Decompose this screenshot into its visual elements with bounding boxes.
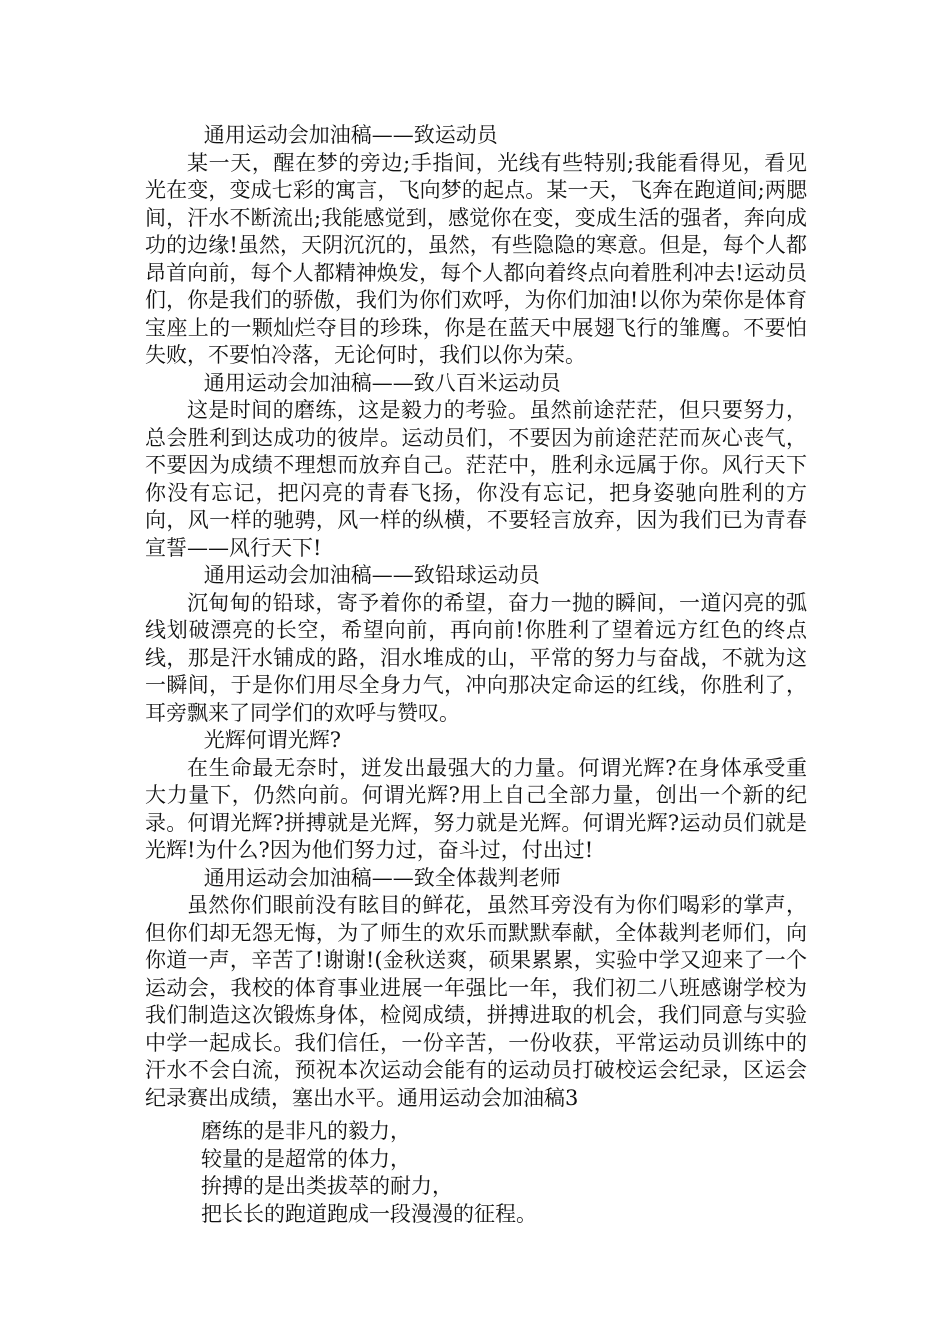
poem-line: 拚搏的是出类拔萃的耐力， <box>201 1174 453 1198</box>
section-title-800m: 通用运动会加油稿——致八百米运动员 <box>203 370 561 395</box>
section-body-shot-put: 沉甸甸的铅球，寄予着你的希望，奋力一抛的瞬间，一道闪亮的弧线划破漂亮的长空，希望向前，再向前!你胜利了望着远方红色的终点线，那是汗水铺成的路，泪水堆成的山，平常的努力与奋战，不就为这一瞬间，于是你们用尽全身力气，冲向那决定命运的红线，你胜利了，耳旁飘来了同学们的欢呼与赞叹。 <box>145 590 807 725</box>
poem-line: 把长长的跑道跑成一段漫漫的征程。 <box>201 1201 537 1226</box>
poem-line: 较量的是超常的体力， <box>201 1146 411 1171</box>
poem-block <box>201 1118 801 1228</box>
section-title-glory: 光辉何谓光辉? <box>203 728 342 752</box>
section-body-referees: 虽然你们眼前没有眩目的鲜花，虽然耳旁没有为你们喝彩的掌声，但你们却无怨无悔，为了师生的欢乐而默默奉献，全体裁判老师们，向你道一声，辛苦了!谢谢!(金秋送爽，硕果累累，实验中学又迎来了一个运动会，我校的体育事业进展一年强比一年，我们初二八班感谢学校为我们制造这次锻炼身体，检阅成绩，拼搏进取的机会，我们同意与实验中学一起成长。我们信任，一份辛苦，一份收获，平常运动员训练中的汗水不会白流，预祝本次运动会能有的运动员打破校运会纪录，区运会纪录赛出成绩，塞出水平。通用运动会加油稿3 <box>145 893 807 1110</box>
poem-line: 磨练的是非凡的毅力， <box>201 1119 411 1143</box>
section-body-athletes: 某一天，醒在梦的旁边;手指间，光线有些特别;我能看得见，看见光在变，变成七彩的寓言，飞向梦的起点。某一天，飞奔在跑道间;两腮间，汗水不断流出;我能感觉到，感觉你在变，变成生活的强者，奔向成功的边缘!虽然，天阴沉沉的，虽然，有些隐隐的寒意。但是，每个人都昂首向前，每个人都精神焕发，每个人都向着终点向着胜利冲去!运动员们，你是我们的骄傲，我们为你们欢呼，为你们加油!以你为荣你是体育宝座上的一颗灿烂夺目的珍珠，你是在蓝天中展翅飞行的雏鹰。不要怕失败，不要怕冷落，无论何时，我们以你为荣。 <box>145 150 807 367</box>
section-title-referees: 通用运动会加油稿——致全体裁判老师 <box>203 865 561 890</box>
section-title-athletes: 通用运动会加油稿——致运动员 <box>203 123 498 147</box>
document-content <box>145 122 807 1112</box>
section-body-glory: 在生命最无奈时，迸发出最强大的力量。何谓光辉?在身体承受重大力量下，仍然向前。何谓光辉?用上自己全部力量，创出一个新的纪录。何谓光辉?拼搏就是光辉，努力就是光辉。何谓光辉?运动员们就是光辉!为什么?因为他们努力过，奋斗过，付出过! <box>145 755 807 862</box>
section-title-shot-put: 通用运动会加油稿——致铅球运动员 <box>203 563 540 587</box>
section-body-800m: 这是时间的磨练，这是毅力的考验。虽然前途茫茫，但只要努力，总会胜利到达成功的彼岸。运动员们，不要因为前途茫茫而灰心丧气，不要因为成绩不理想而放弃自己。茫茫中，胜利永远属于你。风行天下你没有忘记，把闪亮的青春飞扬，你没有忘记，把身姿驰向胜利的方向，风一样的驰骋，风一样的纵横，不要轻言放弃，因为我们已为青春宣誓——风行天下! <box>145 398 807 560</box>
